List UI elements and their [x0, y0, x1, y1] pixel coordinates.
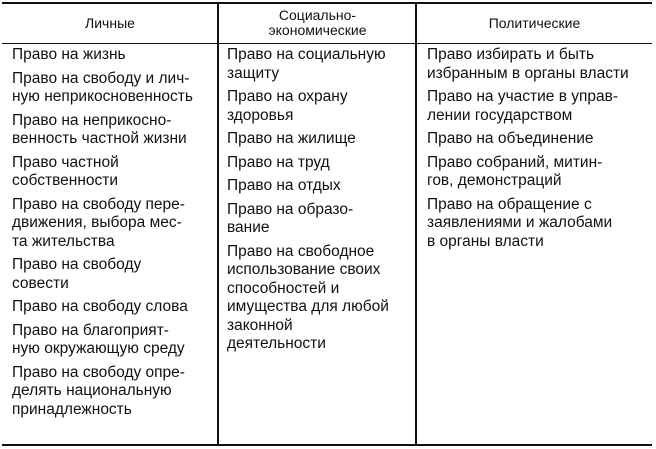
right-item: Право на свободу совести: [12, 256, 142, 292]
right-item: Право на свободу слова: [12, 298, 188, 315]
right-item: Право на неприкосно- венность частной жизни: [12, 111, 187, 147]
right-item: Право на обращение с заявлениями и жалобами в органы власти: [427, 195, 613, 250]
column-divider: [415, 4, 417, 444]
column-socioeconomic-rights: [227, 46, 413, 359]
right-item: Право на образо- вание: [227, 200, 354, 236]
right-item: Право на охрану здоровья: [227, 88, 348, 124]
header-label: Политические: [488, 14, 581, 31]
right-item: Право на социальную защиту: [227, 46, 386, 82]
header-personal: [2, 4, 218, 42]
header-socioeconomic: [219, 4, 416, 42]
rights-table: [2, 2, 652, 446]
right-item: Право на участие в управ- лении государством: [427, 88, 619, 124]
right-item: Право собраний, митин- гов, демонстраций: [427, 153, 603, 189]
right-item: Право на жилище: [227, 130, 356, 147]
right-item: Право на свободу опре- делять национальную принадлежность: [12, 363, 185, 418]
right-item: Право на свободное использование своих способностей и имущества для любой законной деятельности: [227, 242, 389, 352]
column-personal-rights: [12, 46, 216, 424]
header-political: [417, 4, 652, 42]
right-item: Право на свободу и лич- ную неприкосновенность: [12, 69, 193, 105]
right-item: Право на отдых: [227, 177, 341, 194]
table-header: [2, 4, 652, 44]
right-item: Право частной собственности: [12, 153, 119, 189]
right-item: Право на благоприят- ную окружающую среду: [12, 321, 185, 357]
column-political-rights: [427, 46, 649, 256]
right-item: Право на объединение: [427, 130, 594, 147]
header-label: Личные: [85, 14, 135, 31]
right-item: Право на свободу пере- движения, выбора мес- та жительства: [12, 195, 185, 250]
header-label: Социально- экономические: [268, 7, 367, 38]
right-item: Право на жизнь: [12, 46, 126, 63]
right-item: Право на труд: [227, 153, 330, 171]
right-item: Право избирать и быть избранным в органы власти: [427, 46, 629, 82]
column-divider: [217, 4, 219, 444]
